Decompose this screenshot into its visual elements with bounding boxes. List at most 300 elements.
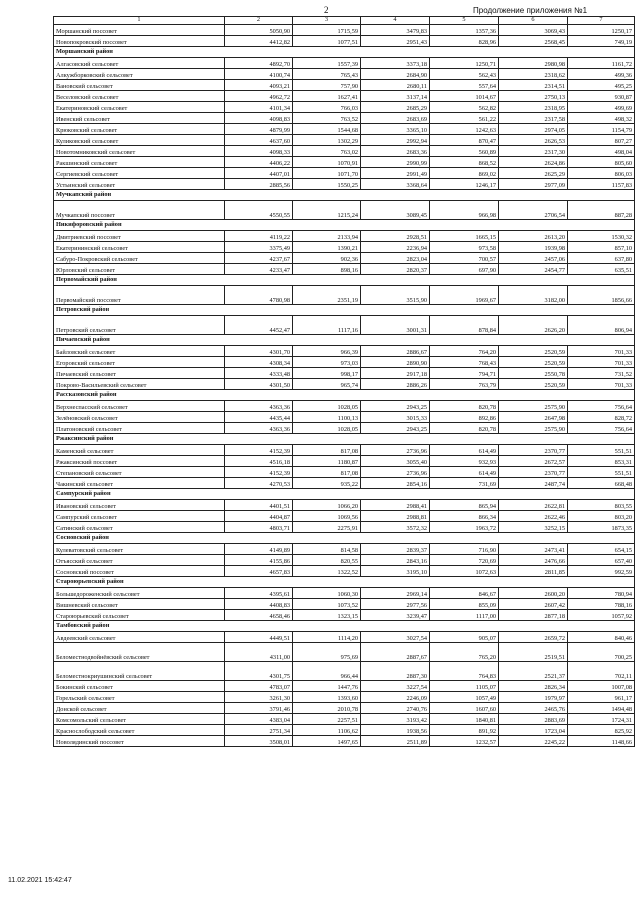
- value-cell-col5: 820,78: [430, 423, 499, 434]
- value-cell-col5: 716,90: [430, 544, 499, 555]
- table-row: [54, 286, 635, 305]
- district-name: Первомайский район: [54, 275, 635, 286]
- value-cell-col7: 992,59: [568, 566, 635, 577]
- value-cell-col5: 878,84: [430, 316, 499, 335]
- table-row: [54, 703, 635, 714]
- settlement-name: Комсомольский сельсовет: [54, 714, 225, 725]
- value-cell-col7: 1157,83: [568, 179, 635, 190]
- value-cell-col6: 2476,66: [499, 555, 568, 566]
- value-cell-col5: 1665,15: [430, 231, 499, 242]
- value-cell-col4: 2992,94: [361, 135, 430, 146]
- value-cell-col6: 2826,34: [499, 681, 568, 692]
- settlement-name: Степановский сельсовет: [54, 467, 225, 478]
- value-cell-col3: 965,74: [293, 379, 361, 390]
- value-cell-col5: 1117,00: [430, 610, 499, 621]
- value-cell-col3: 902,36: [293, 253, 361, 264]
- value-cell-col4: 2823,04: [361, 253, 430, 264]
- value-cell-col6: 2626,53: [499, 135, 568, 146]
- settlement-name: Сосновский поссовет: [54, 566, 225, 577]
- settlement-name: Вановский сельсовет: [54, 80, 225, 91]
- column-number: 4: [361, 17, 430, 25]
- value-cell-col6: 2521,37: [499, 662, 568, 681]
- value-cell-col5: 905,07: [430, 632, 499, 643]
- value-cell-col3: 1393,60: [293, 692, 361, 703]
- table-row: [54, 69, 635, 80]
- value-cell-col7: 1724,31: [568, 714, 635, 725]
- value-cell-col2: 4301,70: [225, 346, 293, 357]
- value-cell-col4: 2886,67: [361, 346, 430, 357]
- value-cell-col5: 1963,72: [430, 522, 499, 533]
- value-cell-col3: 1071,70: [293, 168, 361, 179]
- settlement-name: Кулеватовский сельсовет: [54, 544, 225, 555]
- value-cell-col7: 803,55: [568, 500, 635, 511]
- value-cell-col4: 3572,32: [361, 522, 430, 533]
- table-row: [54, 231, 635, 242]
- value-cell-col6: 1723,04: [499, 725, 568, 736]
- value-cell-col7: 828,72: [568, 412, 635, 423]
- value-cell-col2: 4803,71: [225, 522, 293, 533]
- value-cell-col7: 1250,17: [568, 25, 635, 36]
- value-cell-col7: 551,51: [568, 445, 635, 456]
- value-cell-col6: 2487,74: [499, 478, 568, 489]
- district-name: Моршанский район: [54, 47, 635, 58]
- settlement-name: Чакинский сельсовет: [54, 478, 225, 489]
- settlement-name: Дмитриевский поссовет: [54, 231, 225, 242]
- value-cell-col4: 3239,47: [361, 610, 430, 621]
- table-row: [54, 500, 635, 511]
- value-cell-col3: 2275,91: [293, 522, 361, 533]
- value-cell-col6: 2977,09: [499, 179, 568, 190]
- settlement-name: Староюрьевский сельсовет: [54, 610, 225, 621]
- value-cell-col4: 3015,33: [361, 412, 430, 423]
- district-header-row: [54, 275, 635, 286]
- value-cell-col3: 765,43: [293, 69, 361, 80]
- value-cell-col4: 3137,14: [361, 91, 430, 102]
- value-cell-col3: 1100,13: [293, 412, 361, 423]
- value-cell-col7: 498,32: [568, 113, 635, 124]
- table-row: [54, 692, 635, 703]
- column-number: 5: [430, 17, 499, 25]
- column-number: 7: [568, 17, 635, 25]
- value-cell-col4: 2991,49: [361, 168, 430, 179]
- table-row: [54, 25, 635, 36]
- district-header-row: [54, 489, 635, 500]
- value-cell-col3: 1070,91: [293, 157, 361, 168]
- value-cell-col2: 3261,30: [225, 692, 293, 703]
- value-cell-col3: 1106,62: [293, 725, 361, 736]
- value-cell-col3: 763,52: [293, 113, 361, 124]
- value-cell-col5: 869,02: [430, 168, 499, 179]
- value-cell-col2: 4408,83: [225, 599, 293, 610]
- value-cell-col3: 1028,05: [293, 423, 361, 434]
- value-cell-col7: 668,48: [568, 478, 635, 489]
- value-cell-col5: 932,93: [430, 456, 499, 467]
- value-cell-col2: 4098,83: [225, 113, 293, 124]
- value-cell-col4: 2511,89: [361, 736, 430, 747]
- value-cell-col6: 2370,77: [499, 445, 568, 456]
- value-cell-col6: 2520,59: [499, 379, 568, 390]
- value-cell-col2: 4237,67: [225, 253, 293, 264]
- value-cell-col5: 891,92: [430, 725, 499, 736]
- table-row: [54, 555, 635, 566]
- value-cell-col5: 865,94: [430, 500, 499, 511]
- value-cell-col3: 1066,20: [293, 500, 361, 511]
- value-cell-col7: 654,15: [568, 544, 635, 555]
- settlement-name: Сабуро-Покровский сельсовет: [54, 253, 225, 264]
- value-cell-col4: 2683,69: [361, 113, 430, 124]
- value-cell-col6: 2613,20: [499, 231, 568, 242]
- value-cell-col7: 825,92: [568, 725, 635, 736]
- value-cell-col2: 4962,72: [225, 91, 293, 102]
- district-name: Рассказовский район: [54, 390, 635, 401]
- settlement-name: Зелёновский сельсовет: [54, 412, 225, 423]
- settlement-name: Горельский сельсовет: [54, 692, 225, 703]
- value-cell-col4: 2736,96: [361, 445, 430, 456]
- value-cell-col6: 2568,45: [499, 36, 568, 47]
- value-cell-col6: 2520,59: [499, 357, 568, 368]
- value-cell-col3: 1077,51: [293, 36, 361, 47]
- value-cell-col3: 1114,20: [293, 632, 361, 643]
- table-row: [54, 368, 635, 379]
- value-cell-col5: 614,49: [430, 445, 499, 456]
- value-cell-col6: 2659,72: [499, 632, 568, 643]
- column-number: 1: [54, 17, 225, 25]
- value-cell-col4: 2887,67: [361, 643, 430, 662]
- value-cell-col4: 2943,25: [361, 423, 430, 434]
- value-cell-col3: 2010,78: [293, 703, 361, 714]
- value-cell-col2: 4363,36: [225, 401, 293, 412]
- value-cell-col5: 1250,71: [430, 58, 499, 69]
- value-cell-col7: 551,51: [568, 467, 635, 478]
- value-cell-col6: 2622,81: [499, 500, 568, 511]
- value-cell-col2: 4783,07: [225, 681, 293, 692]
- value-cell-col4: 3027,54: [361, 632, 430, 643]
- value-cell-col3: 1557,39: [293, 58, 361, 69]
- settlement-name: Ивенский сельсовет: [54, 113, 225, 124]
- value-cell-col7: 657,40: [568, 555, 635, 566]
- value-cell-col4: 2236,94: [361, 242, 430, 253]
- value-cell-col5: 1840,81: [430, 714, 499, 725]
- settlement-name: Верхнеспасский сельсовет: [54, 401, 225, 412]
- value-cell-col3: 817,08: [293, 445, 361, 456]
- value-cell-col3: 1073,52: [293, 599, 361, 610]
- settlement-name: Мучкапский поссовет: [54, 201, 225, 220]
- value-cell-col2: 4401,51: [225, 500, 293, 511]
- value-cell-col3: 766,03: [293, 102, 361, 113]
- value-cell-col6: 2622,46: [499, 511, 568, 522]
- settlement-name: Ржаксинский поссовет: [54, 456, 225, 467]
- value-cell-col3: 1302,29: [293, 135, 361, 146]
- value-cell-col5: 763,79: [430, 379, 499, 390]
- table-row: [54, 146, 635, 157]
- value-cell-col6: 2520,59: [499, 346, 568, 357]
- district-name: Староюрьевский район: [54, 577, 635, 588]
- settlement-name: Байловский сельсовет: [54, 346, 225, 357]
- table-row: [54, 632, 635, 643]
- value-cell-col2: 4383,04: [225, 714, 293, 725]
- value-cell-col7: 499,69: [568, 102, 635, 113]
- table-row: [54, 725, 635, 736]
- value-cell-col5: 846,67: [430, 588, 499, 599]
- value-cell-col2: 3375,49: [225, 242, 293, 253]
- value-cell-col2: 4363,36: [225, 423, 293, 434]
- value-cell-col7: 756,64: [568, 401, 635, 412]
- settlement-name: Устьинский сельсовет: [54, 179, 225, 190]
- value-cell-col5: 966,98: [430, 201, 499, 220]
- district-header-row: [54, 190, 635, 201]
- value-cell-col7: 807,27: [568, 135, 635, 146]
- district-name: Ржаксинский район: [54, 434, 635, 445]
- data-table: [53, 16, 635, 747]
- value-cell-col4: 3089,45: [361, 201, 430, 220]
- value-cell-col2: 4333,48: [225, 368, 293, 379]
- value-cell-col3: 1497,65: [293, 736, 361, 747]
- table-row: [54, 401, 635, 412]
- value-cell-col6: 2624,86: [499, 157, 568, 168]
- value-cell-col4: 3515,90: [361, 286, 430, 305]
- value-cell-col6: 2457,06: [499, 253, 568, 264]
- value-cell-col2: 4516,18: [225, 456, 293, 467]
- value-cell-col4: 3479,83: [361, 25, 430, 36]
- district-header-row: [54, 220, 635, 231]
- value-cell-col3: 935,22: [293, 478, 361, 489]
- table-row: [54, 113, 635, 124]
- value-cell-col3: 757,90: [293, 80, 361, 91]
- value-cell-col6: 2519,51: [499, 643, 568, 662]
- value-cell-col4: 2988,41: [361, 500, 430, 511]
- value-cell-col5: 697,90: [430, 264, 499, 275]
- settlement-name: Новотомниковский сельсовет: [54, 146, 225, 157]
- settlement-name: Донской сельсовет: [54, 703, 225, 714]
- value-cell-col2: 5050,90: [225, 25, 293, 36]
- value-cell-col4: 3193,42: [361, 714, 430, 725]
- district-header-row: [54, 47, 635, 58]
- value-cell-col4: 2246,09: [361, 692, 430, 703]
- value-cell-col2: 4311,00: [225, 643, 293, 662]
- settlement-name: Сатинский сельсовет: [54, 522, 225, 533]
- value-cell-col4: 3365,10: [361, 124, 430, 135]
- value-cell-col2: 4233,47: [225, 264, 293, 275]
- value-cell-col5: 1072,63: [430, 566, 499, 577]
- settlement-name: Крюковский сельсовет: [54, 124, 225, 135]
- value-cell-col4: 2736,96: [361, 467, 430, 478]
- district-header-row: [54, 305, 635, 316]
- table-row: [54, 478, 635, 489]
- value-cell-col7: 1161,72: [568, 58, 635, 69]
- settlement-name: Пичаевский сельсовет: [54, 368, 225, 379]
- value-cell-col4: 2890,90: [361, 357, 430, 368]
- value-cell-col3: 1390,21: [293, 242, 361, 253]
- value-cell-col6: 2877,18: [499, 610, 568, 621]
- value-cell-col4: 2740,76: [361, 703, 430, 714]
- value-cell-col6: 2473,41: [499, 544, 568, 555]
- value-cell-col5: 1357,36: [430, 25, 499, 36]
- value-cell-col4: 2988,81: [361, 511, 430, 522]
- table-row: [54, 566, 635, 577]
- settlement-name: Егоровский сельсовет: [54, 357, 225, 368]
- value-cell-col3: 1117,16: [293, 316, 361, 335]
- settlement-name: Алкужборковский сельсовет: [54, 69, 225, 80]
- value-cell-col6: 2245,22: [499, 736, 568, 747]
- value-cell-col5: 855,09: [430, 599, 499, 610]
- value-cell-col6: 2706,54: [499, 201, 568, 220]
- value-cell-col2: 4098,33: [225, 146, 293, 157]
- value-cell-col3: 1180,87: [293, 456, 361, 467]
- value-cell-col2: 4412,82: [225, 36, 293, 47]
- value-cell-col7: 806,03: [568, 168, 635, 179]
- value-cell-col4: 3227,54: [361, 681, 430, 692]
- value-cell-col3: 1544,68: [293, 124, 361, 135]
- table-row: [54, 264, 635, 275]
- value-cell-col4: 2917,18: [361, 368, 430, 379]
- value-cell-col5: 768,43: [430, 357, 499, 368]
- value-cell-col3: 820,55: [293, 555, 361, 566]
- value-cell-col2: 4155,86: [225, 555, 293, 566]
- value-cell-col2: 2885,56: [225, 179, 293, 190]
- value-cell-col6: 2974,05: [499, 124, 568, 135]
- value-cell-col3: 966,39: [293, 346, 361, 357]
- value-cell-col6: 2980,98: [499, 58, 568, 69]
- district-name: Никифоровский район: [54, 220, 635, 231]
- value-cell-col5: 868,52: [430, 157, 499, 168]
- table-row: [54, 242, 635, 253]
- value-cell-col5: 1105,07: [430, 681, 499, 692]
- value-cell-col7: 756,64: [568, 423, 635, 434]
- value-cell-col6: 2318,95: [499, 102, 568, 113]
- value-cell-col5: 1242,63: [430, 124, 499, 135]
- district-name: Мучкапский район: [54, 190, 635, 201]
- page-number: 2: [324, 5, 329, 15]
- settlement-name: Юрловский сельсовет: [54, 264, 225, 275]
- table-row: [54, 681, 635, 692]
- value-cell-col5: 562,82: [430, 102, 499, 113]
- table-row: [54, 157, 635, 168]
- table-row: [54, 736, 635, 747]
- value-cell-col3: 1323,15: [293, 610, 361, 621]
- district-header-row: [54, 434, 635, 445]
- value-cell-col7: 1530,32: [568, 231, 635, 242]
- value-cell-col4: 3195,10: [361, 566, 430, 577]
- value-cell-col4: 2977,56: [361, 599, 430, 610]
- value-cell-col4: 2928,51: [361, 231, 430, 242]
- value-cell-col4: 2969,14: [361, 588, 430, 599]
- district-name: Пичаевский район: [54, 335, 635, 346]
- settlement-name: Алгасовский сельсовет: [54, 58, 225, 69]
- value-cell-col2: 4407,01: [225, 168, 293, 179]
- column-number: 6: [499, 17, 568, 25]
- settlement-name: Ракшинский сельсовет: [54, 157, 225, 168]
- value-cell-col2: 4101,34: [225, 102, 293, 113]
- settlement-name: Веселовский сельсовет: [54, 91, 225, 102]
- value-cell-col6: 3182,00: [499, 286, 568, 305]
- value-cell-col6: 2314,51: [499, 80, 568, 91]
- column-number-row: [54, 17, 635, 25]
- value-cell-col4: 3001,31: [361, 316, 430, 335]
- value-cell-col7: 840,46: [568, 632, 635, 643]
- table-row: [54, 379, 635, 390]
- value-cell-col6: 2600,20: [499, 588, 568, 599]
- value-cell-col5: 765,20: [430, 643, 499, 662]
- value-cell-col6: 2626,20: [499, 316, 568, 335]
- value-cell-col6: 2647,98: [499, 412, 568, 423]
- value-cell-col7: 635,51: [568, 264, 635, 275]
- value-cell-col6: 2370,77: [499, 467, 568, 478]
- value-cell-col2: 4452,47: [225, 316, 293, 335]
- table-row: [54, 610, 635, 621]
- settlement-name: Беломестнокриушинский сельсовет: [54, 662, 225, 681]
- value-cell-col4: 2990,99: [361, 157, 430, 168]
- value-cell-col7: 498,04: [568, 146, 635, 157]
- table-row: [54, 80, 635, 91]
- value-cell-col7: 1873,35: [568, 522, 635, 533]
- value-cell-col6: 2607,42: [499, 599, 568, 610]
- value-cell-col2: 4149,89: [225, 544, 293, 555]
- table-row: [54, 467, 635, 478]
- value-cell-col7: 930,87: [568, 91, 635, 102]
- value-cell-col2: 4270,53: [225, 478, 293, 489]
- value-cell-col6: 2550,78: [499, 368, 568, 379]
- value-cell-col7: 499,36: [568, 69, 635, 80]
- value-cell-col3: 814,58: [293, 544, 361, 555]
- value-cell-col3: 898,16: [293, 264, 361, 275]
- value-cell-col4: 3055,40: [361, 456, 430, 467]
- value-cell-col6: 2317,30: [499, 146, 568, 157]
- value-cell-col6: 2672,57: [499, 456, 568, 467]
- value-cell-col6: 3069,43: [499, 25, 568, 36]
- value-cell-col4: 2951,43: [361, 36, 430, 47]
- district-name: Сампурский район: [54, 489, 635, 500]
- value-cell-col4: 3373,18: [361, 58, 430, 69]
- table-row: [54, 714, 635, 725]
- value-cell-col3: 1447,76: [293, 681, 361, 692]
- value-cell-col2: 4879,99: [225, 124, 293, 135]
- value-cell-col3: 1550,25: [293, 179, 361, 190]
- value-cell-col4: 2943,25: [361, 401, 430, 412]
- value-cell-col7: 1494,48: [568, 703, 635, 714]
- value-cell-col5: 828,96: [430, 36, 499, 47]
- value-cell-col6: 3252,15: [499, 522, 568, 533]
- value-cell-col6: 2575,90: [499, 401, 568, 412]
- table-row: [54, 253, 635, 264]
- value-cell-col5: 557,64: [430, 80, 499, 91]
- value-cell-col6: 2883,69: [499, 714, 568, 725]
- value-cell-col5: 562,43: [430, 69, 499, 80]
- value-cell-col3: 973,03: [293, 357, 361, 368]
- value-cell-col2: 4550,55: [225, 201, 293, 220]
- value-cell-col2: 4406,22: [225, 157, 293, 168]
- value-cell-col3: 998,17: [293, 368, 361, 379]
- value-cell-col6: 2318,62: [499, 69, 568, 80]
- value-cell-col7: 1154,79: [568, 124, 635, 135]
- value-cell-col6: 1939,98: [499, 242, 568, 253]
- value-cell-col2: 4152,39: [225, 445, 293, 456]
- value-cell-col2: 4395,61: [225, 588, 293, 599]
- appendix-label: Продолжение приложения №1: [473, 6, 588, 15]
- value-cell-col7: 1148,66: [568, 736, 635, 747]
- settlement-name: Новолядинский поссовет: [54, 736, 225, 747]
- table-row: [54, 36, 635, 47]
- table-row: [54, 201, 635, 220]
- value-cell-col2: 4100,74: [225, 69, 293, 80]
- settlement-name: Куликовский сельсовет: [54, 135, 225, 146]
- value-cell-col7: 701,33: [568, 346, 635, 357]
- settlement-name: Вишневский сельсовет: [54, 599, 225, 610]
- value-cell-col3: 1028,05: [293, 401, 361, 412]
- value-cell-col5: 720,69: [430, 555, 499, 566]
- settlement-name: Краснослободский сельсовет: [54, 725, 225, 736]
- value-cell-col2: 2751,34: [225, 725, 293, 736]
- table-row: [54, 124, 635, 135]
